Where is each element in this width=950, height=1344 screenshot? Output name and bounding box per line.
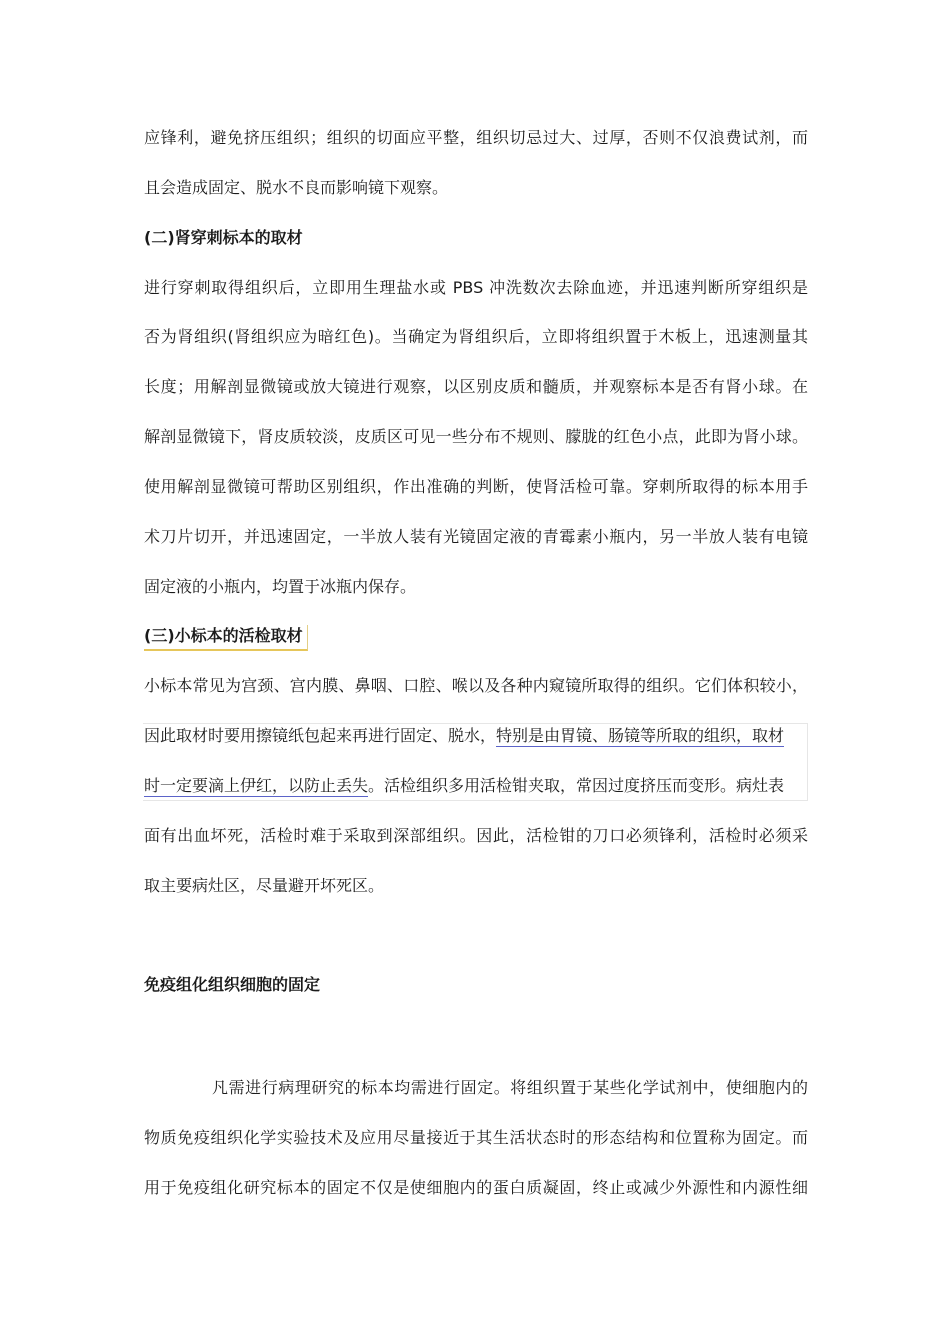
paragraph-line: 小标本常见为宫颈、宫内膜、鼻咽、口腔、喉以及各种内窥镜所取得的组织。它们体积较小， — [144, 676, 808, 695]
paragraph-line: 否为肾组织(肾组织应为暗红色)。当确定为肾组织后，立即将组织置于木板上，迅速测量其 — [144, 327, 808, 346]
underlined-text: 时一定要滴上伊红，以防止丢失 — [144, 776, 369, 795]
paragraph-line: 应锋利，避免挤压组织；组织的切面应平整，组织切忌过大、过厚，否则不仅浪费试剂，而 — [144, 128, 808, 147]
paragraph-line: 面有出血坏死，活检时难于采取到深部组织。因此，活检钳的刀口必须锋利，活检时必须采 — [144, 826, 808, 845]
section-heading-fixation: 免疫组化组织细胞的固定 — [144, 975, 321, 994]
paragraph-line: 物质免疫组织化学实验技术及应用尽量接近于其生活状态时的形态结构和位置称为固定。而 — [144, 1128, 808, 1147]
paragraph-line: 长度；用解剖显微镜或放大镜进行观察，以区别皮质和髓质，并观察标本是否有肾小球。在 — [144, 377, 808, 396]
text-segment: 。活检组织多用活检钳夹取，常因过度挤压而变形。病灶表 — [368, 776, 785, 795]
paragraph-line: 进行穿刺取得组织后，立即用生理盐水或 PBS 冲洗数次去除血迹，并迅速判断所穿组织是 — [144, 278, 808, 297]
paragraph-line: 凡需进行病理研究的标本均需进行固定。将组织置于某些化学试剂中，使细胞内的 — [212, 1078, 808, 1097]
paragraph-line: 取主要病灶区，尽量避开坏死区。 — [144, 876, 385, 895]
paragraph-line: 解剖显微镜下，肾皮质较淡，皮质区可见一些分布不规则、朦胧的红色小点，此即为肾小球。 — [144, 427, 808, 446]
paragraph-line: 术刀片切开，并迅速固定，一半放人装有光镜固定液的青霉素小瓶内，另一半放人装有电镜 — [144, 527, 808, 546]
paragraph-line: 固定液的小瓶内，均置于冰瓶内保存。 — [144, 577, 417, 596]
paragraph-line: 且会造成固定、脱水不良而影响镜下观察。 — [144, 178, 449, 197]
section-heading-kidney-biopsy: (二)肾穿刺标本的取材 — [144, 228, 303, 247]
paragraph-line: 用于免疫组化研究标本的固定不仅是使细胞内的蛋白质凝固，终止或减少外源性和内源性细 — [144, 1178, 808, 1197]
text-segment: 因此取材时要用擦镜纸包起来再进行固定、脱水， — [144, 726, 497, 745]
paragraph-line — [144, 725, 808, 747]
underlined-text: 特别是由胃镜、肠镜等所取的组织，取材 — [496, 726, 785, 745]
paragraph-line — [144, 775, 808, 797]
paragraph-line: 使用解剖显微镜可帮助区别组织，作出准确的判断，使肾活检可靠。穿刺所取得的标本用手 — [144, 477, 808, 496]
section-heading-small-specimen: (三)小标本的活检取材 — [144, 625, 308, 651]
